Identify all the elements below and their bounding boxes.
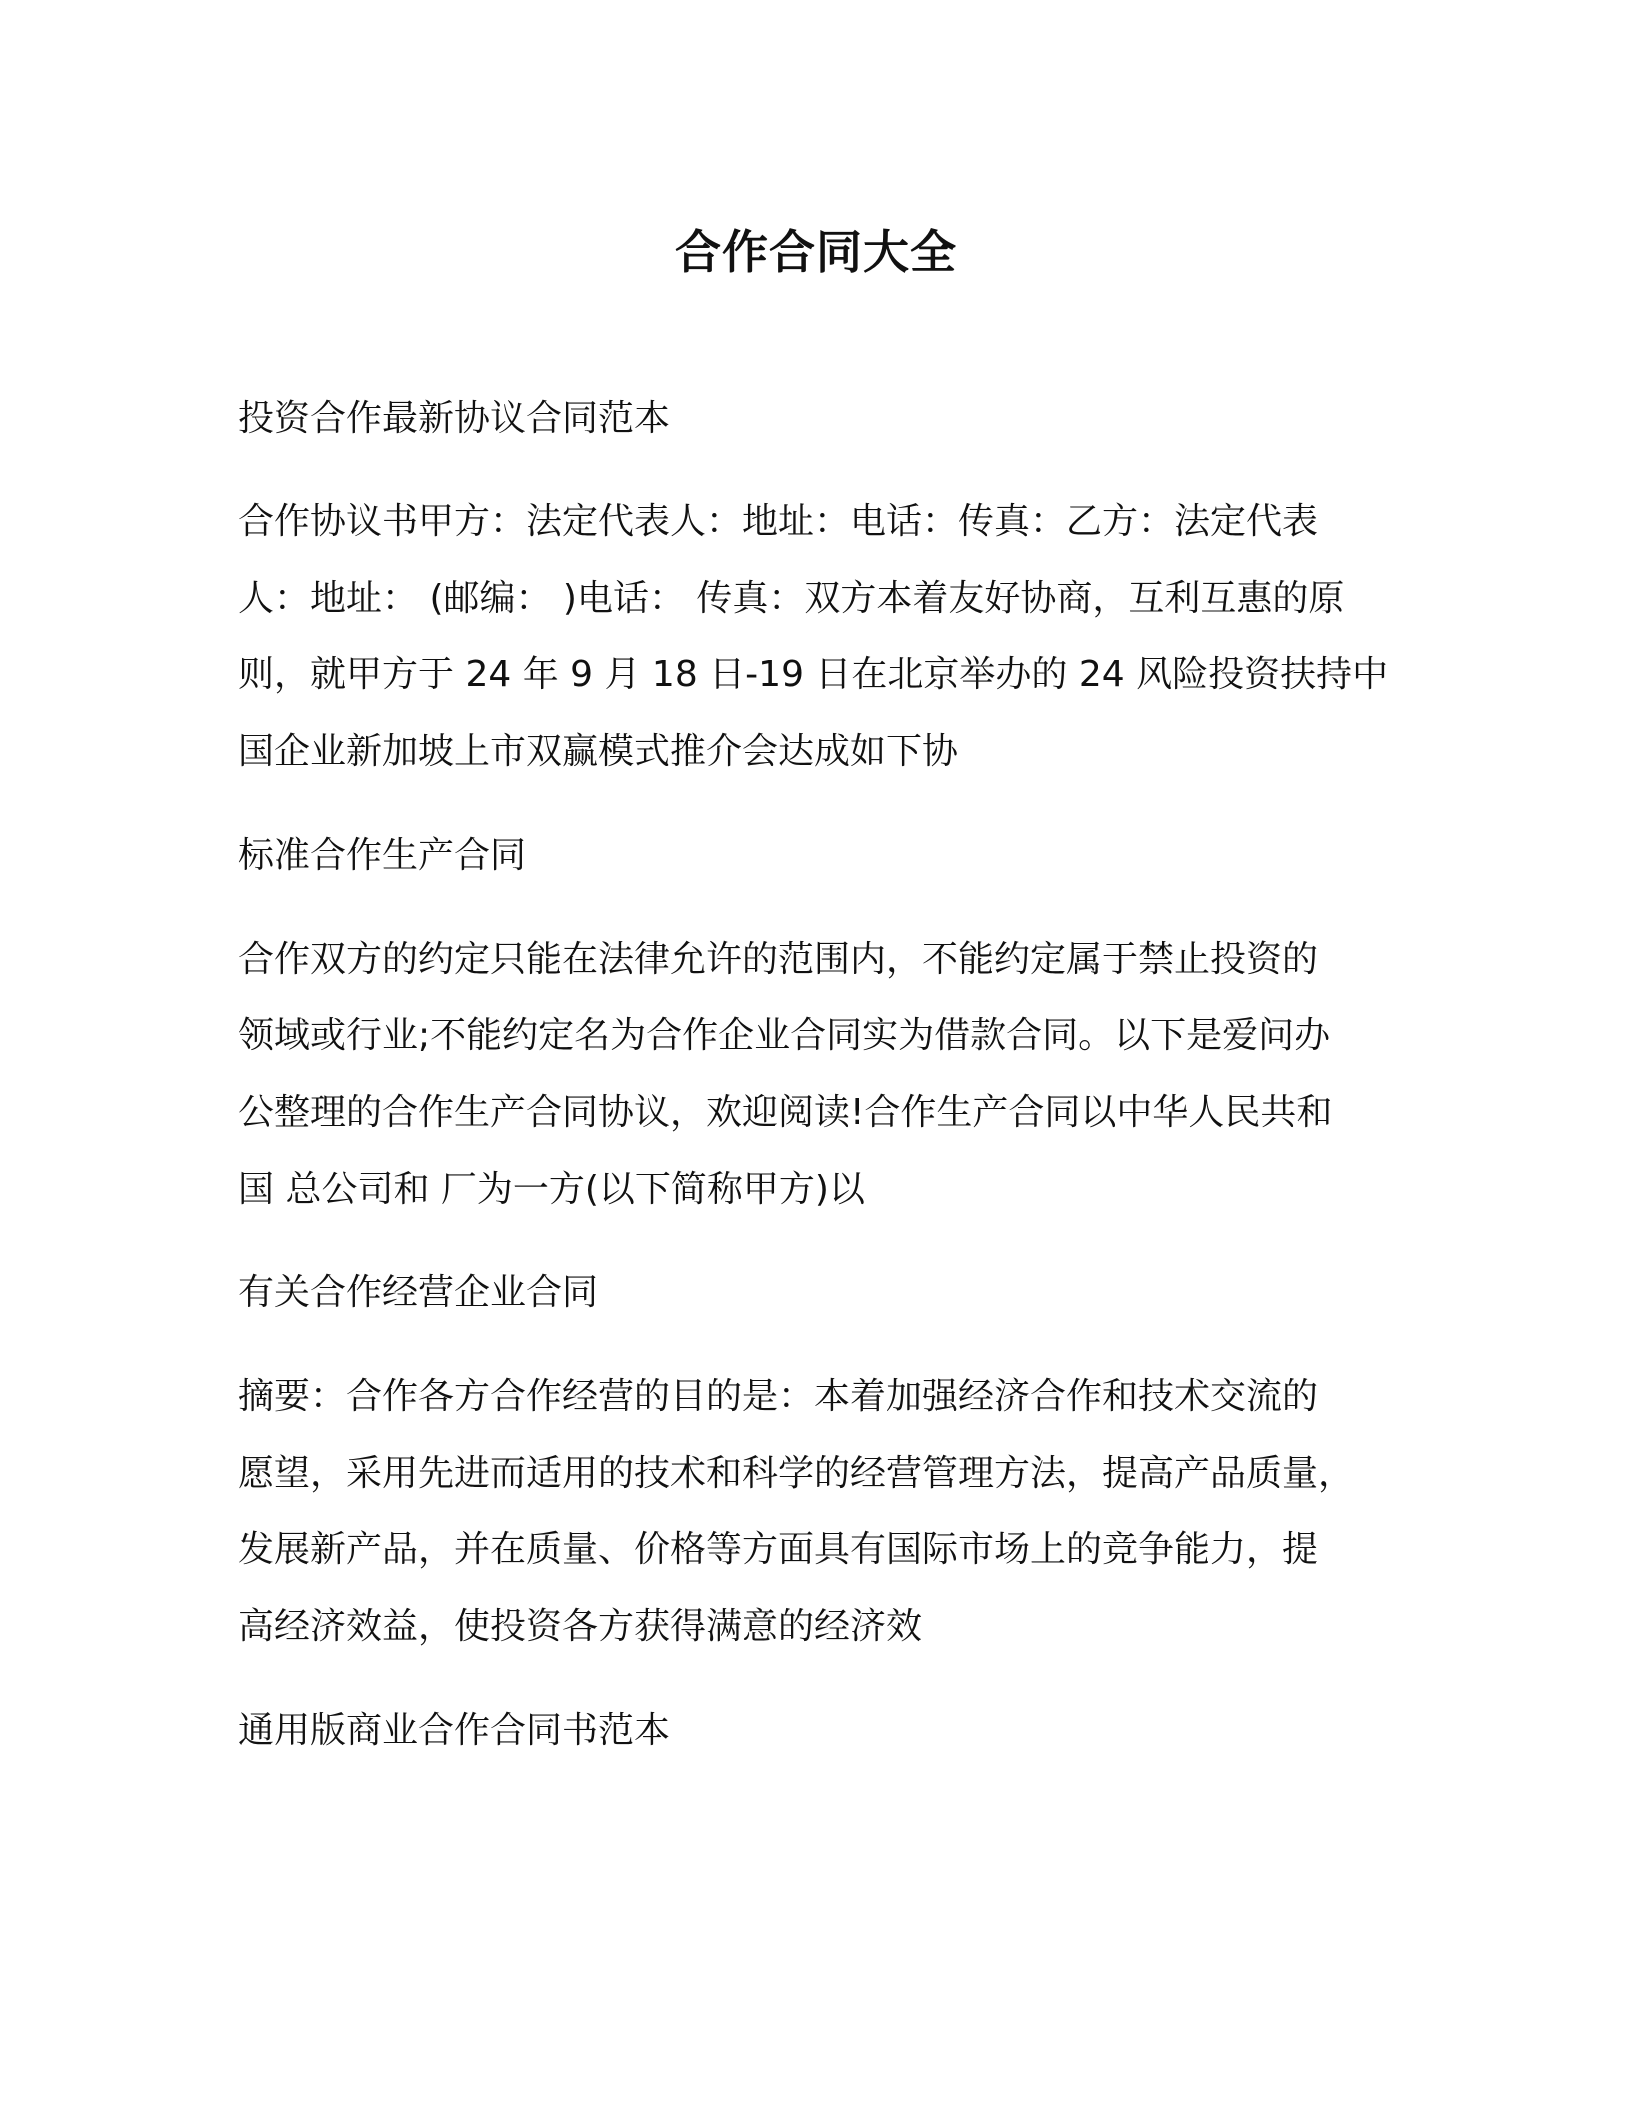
section-1-line-1: 合作协议书甲方：法定代表人：地址：电话：传真：乙方：法定代表 xyxy=(238,501,1319,542)
section-heading-2: 标准合作生产合同 xyxy=(238,835,527,876)
section-2-line-4: 国 总公司和 厂为一方(以下简称甲方)以 xyxy=(238,1169,865,1210)
section-3-line-2: 愿望，采用先进而适用的技术和科学的经营管理方法，提高产品质量， xyxy=(238,1453,1355,1494)
section-1-line-2: 人：地址： (邮编： )电话： 传真：双方本着友好协商，互利互惠的原 xyxy=(238,578,1345,619)
section-heading-4: 通用版商业合作合同书范本 xyxy=(238,1710,671,1751)
section-2-line-1: 合作双方的约定只能在法律允许的范围内，不能约定属于禁止投资的 xyxy=(238,939,1319,980)
section-3-line-1: 摘要：合作各方合作经营的目的是：本着加强经济合作和技术交流的 xyxy=(238,1376,1319,1417)
section-2-line-3: 公整理的合作生产合同协议，欢迎阅读!合作生产合同以中华人民共和 xyxy=(238,1092,1333,1133)
section-heading-1: 投资合作最新协议合同范本 xyxy=(238,398,671,439)
section-3-line-3: 发展新产品，并在质量、价格等方面具有国际市场上的竞争能力，提 xyxy=(238,1529,1319,1570)
section-1-line-4: 国企业新加坡上市双赢模式推介会达成如下协 xyxy=(238,731,959,772)
document-title: 合作合同大全 xyxy=(675,225,957,279)
section-1-line-3: 则，就甲方于 24 年 9 月 18 日-19 日在北京举办的 24 风险投资扶持中 xyxy=(238,654,1389,695)
section-heading-3: 有关合作经营企业合同 xyxy=(238,1272,599,1313)
section-3-line-4: 高经济效益，使投资各方获得满意的经济效 xyxy=(238,1606,923,1647)
section-2-line-2: 领域或行业;不能约定名为合作企业合同实为借款合同。以下是爱问办 xyxy=(238,1015,1331,1056)
